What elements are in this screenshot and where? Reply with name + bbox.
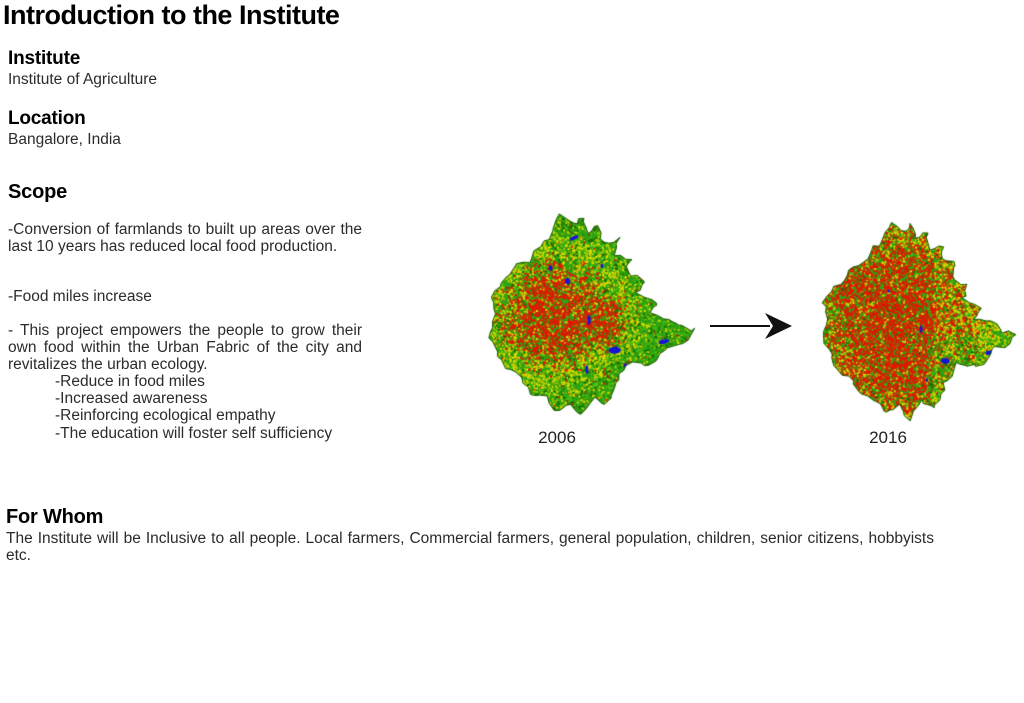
- scope-bullet: -Reduce in food miles: [55, 373, 205, 390]
- for-whom-heading: For Whom: [6, 506, 104, 528]
- map-year-label-2006: 2006: [538, 428, 576, 447]
- scope-bullet: -Increased awareness: [55, 390, 208, 408]
- page-title: Introduction to the Institute: [3, 0, 340, 30]
- for-whom-body: The Institute will be Inclusive to all people. Local farmers, Commercial farmers, general population, children, senior citizens, hobbyists etc.: [6, 530, 934, 565]
- scope-bullet: -The education will foster self sufficiency: [55, 424, 333, 442]
- location-body: Bangalore, India: [8, 131, 121, 148]
- institute-body: Institute of Agriculture: [8, 71, 158, 88]
- landuse-map-2016: [816, 219, 1018, 431]
- scope-bullet: -Reinforcing ecological empathy: [55, 407, 276, 425]
- scope-paragraph-2: -Food miles increase: [8, 288, 152, 305]
- scope-paragraph-3: - This project empowers the people to grow their own food within the Urban Fabric of the city and revitalizes the urban ecology.: [8, 322, 362, 374]
- scope-paragraph-1: -Conversion of farmlands to built up areas over the last 10 years has reduced local food production.: [8, 221, 362, 256]
- institute-heading: Institute: [8, 48, 81, 69]
- map-year-label-2016: 2016: [869, 428, 907, 447]
- location-heading: Location: [8, 108, 86, 129]
- scope-heading: Scope: [8, 181, 68, 203]
- landuse-map-2006: [482, 212, 696, 428]
- right-arrow-icon: [708, 310, 792, 342]
- scope-bullet-list: [8, 373, 362, 442]
